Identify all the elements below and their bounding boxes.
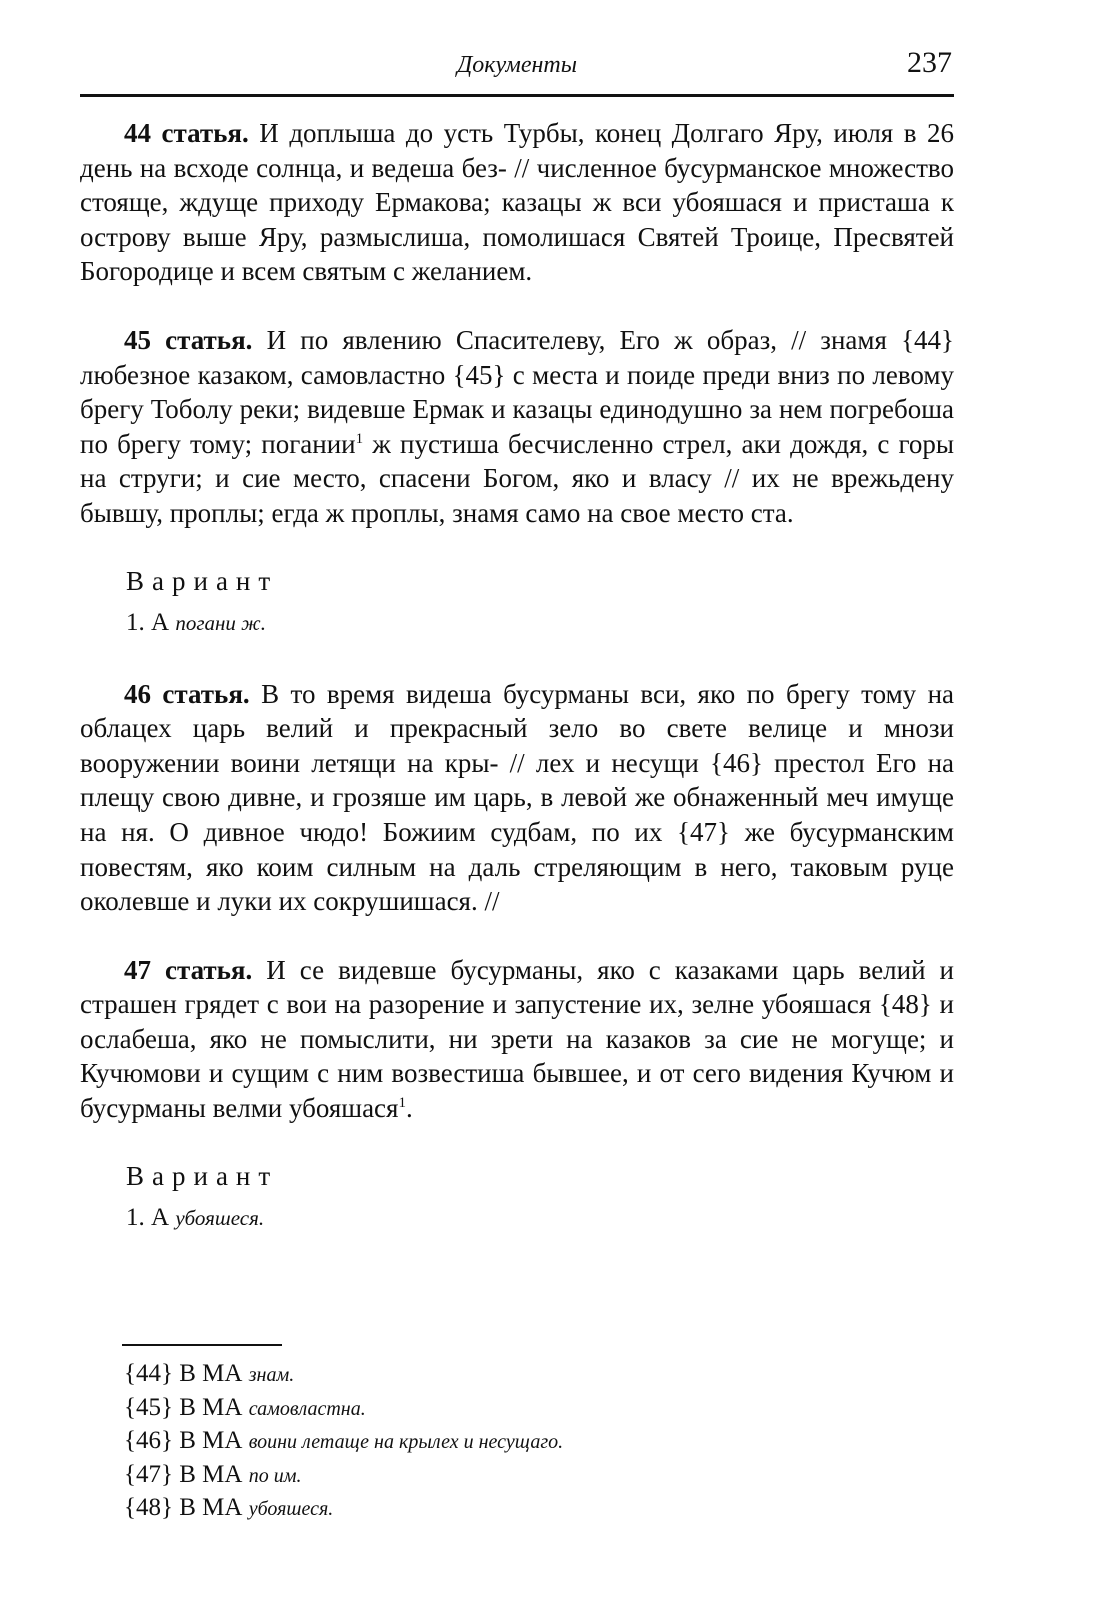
- footnote-44: [124, 1358, 924, 1392]
- article-number: 45 статья.: [124, 324, 253, 355]
- page-number: 237: [907, 46, 952, 79]
- book-page: [80, 0, 954, 1600]
- footnote-ref: {44} В МА: [124, 1360, 243, 1387]
- article-text: И по явлению Спасителеву, Его ж образ, // знамя {44} любезное казаком, самовластно {45} с места и поиде преди вниз по левому брегу Тоболу реки; видевше Ермак и казацы единодушно за нем погребоша по брегу тому; погании: [80, 324, 954, 459]
- footnote-ref: {48} В МА: [124, 1494, 243, 1521]
- variant-number: 1. А: [126, 608, 170, 636]
- variant-number: 1. А: [126, 1203, 170, 1231]
- article-45: [80, 323, 954, 531]
- footnote-text: по им.: [248, 1464, 302, 1487]
- article-number: 44 статья.: [124, 118, 249, 148]
- article-number: 46 статья.: [124, 678, 250, 709]
- article-46: [80, 677, 954, 919]
- page-header: [80, 44, 954, 88]
- footnote-text: воини летаще на крылех и несущаго.: [248, 1431, 564, 1453]
- footnote-48: [124, 1492, 924, 1526]
- footnote-ref: {46} В МА: [124, 1427, 243, 1454]
- header-rule: [80, 94, 954, 97]
- article-tail: .: [405, 1093, 413, 1124]
- variant-text: погани ж.: [175, 610, 266, 635]
- article-text: В то время видеша бусурманы вси, яко по брегу тому на облацех царь велий и прекрасный зело во свете велице и мнози вооружении воини летящи на кры- // лех и несущи {46} престол Его на плещу свою дивне, и грозяше им царь, в левой же обнаженный меч имуще на ня. О дивное чюдо! Божиим судбам, по их {47} же бусурманским повестям, яко коим силным на даль стреляющим в него, таковым руце околевше и луки их сокрушишася. //: [80, 678, 955, 917]
- footnote-47: [124, 1459, 924, 1493]
- article-number: 47 статья.: [124, 954, 253, 985]
- running-title: Документы: [456, 52, 577, 78]
- footnote-text: знам.: [248, 1364, 295, 1386]
- page-body: [80, 116, 954, 1234]
- variant-item: [126, 607, 954, 639]
- variant-text: убояшеся.: [175, 1205, 265, 1230]
- footnotes: [124, 1358, 924, 1526]
- footnote-ref: {47} В МА: [124, 1460, 243, 1488]
- variant-marker: 1: [355, 430, 364, 447]
- variant-item: [126, 1202, 954, 1234]
- footnote-text: убояшеся.: [248, 1498, 334, 1520]
- variant-marker: 1: [398, 1095, 406, 1112]
- footnote-45: [124, 1392, 924, 1426]
- article-text: И доплыша до усть Турбы, конец Долгаго Яру, июля в 26 день на всходе солнца, и ведеша без- // численное бусурманское множество стояще, ждуще приходу Ермакова; казацы ж вси убояшася и присташа к острову выше Яру, размыслиша, помолишася Святей Троице, Пресвятей Богородице и всем святым с желанием.: [80, 118, 954, 287]
- article-47: [80, 953, 954, 1126]
- variant-heading: Вариант: [126, 1160, 279, 1191]
- article-text: ж пустиша бесчисленно стрел, аки дождя, с горы на струги; и сие место, спасени Богом, яко и власу // их не врежьдену бывшу, проплы; егда ж проплы, знамя само на свое место ста.: [80, 428, 955, 528]
- article-44: [80, 116, 954, 289]
- article-text: И се видевше бусурманы, яко с казаками царь велий и страшен грядет с вои на разорение и запустение их, зелне убояшася {48} и ослабеша, яко не помыслити, ни зрети на казаков за сие не могуще; и Кучюмови и сущим с ним возвестиша бывшее, и от сего видения Кучюм и бусурманы велми убояшася: [80, 954, 954, 1124]
- footnote-text: самовластна.: [248, 1397, 366, 1420]
- footnote-ref: {45} В МА: [124, 1393, 243, 1421]
- footnote-rule: [122, 1344, 282, 1346]
- variant-heading: Вариант: [126, 565, 279, 596]
- footnote-46: [124, 1425, 924, 1459]
